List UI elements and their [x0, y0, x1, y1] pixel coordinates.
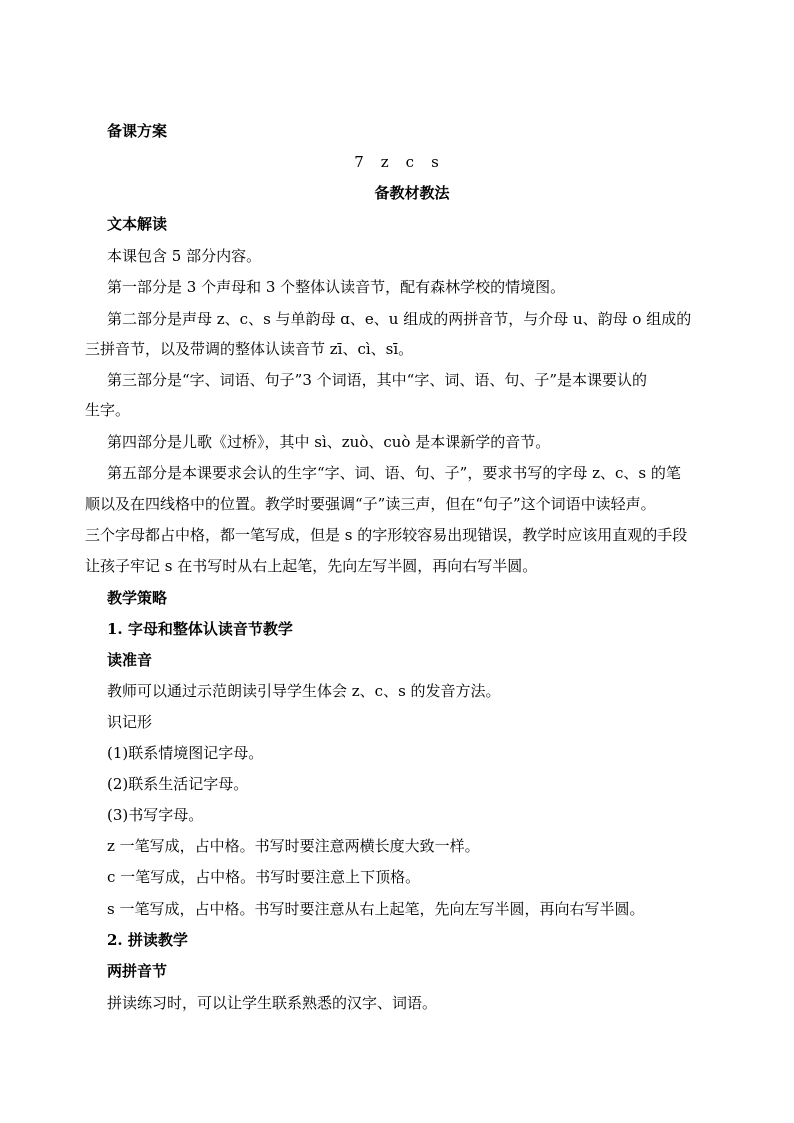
list-item: (1)联系情境图记字母。 [107, 744, 264, 762]
paragraph: 本课包含 5 部分内容。 [107, 247, 262, 265]
document-header-label: 备课方案 [107, 122, 168, 140]
list-item: (3)书写字母。 [107, 806, 204, 824]
paragraph-continuation: 三拼音节，以及带调的整体认读音节 zī、cì、sī。 [85, 340, 414, 358]
paragraph-continuation: 让孩子牢记 s 在书写时从右上起笔，先向左写半圆，再向右写半圆。 [85, 557, 538, 575]
lesson-title: 7 z c s [354, 153, 440, 171]
paragraph: 第二部分是声母 z、c、s 与单韵母 ɑ、e、u 组成的两拼音节，与介母 u、韵母 o 组成的 [107, 310, 692, 328]
paragraph-continuation: 三个字母都占中格，都一笔写成，但是 s 的字形较容易出现错误，教学时应该用直观的手段 [85, 526, 688, 544]
paragraph: 拼读练习时，可以让学生联系熟悉的汉字、词语。 [107, 994, 438, 1012]
paragraph: s 一笔写成，占中格。书写时要注意从右上起笔，先向左写半圆，再向右写半圆。 [107, 900, 645, 918]
section-heading-text-reading: 文本解读 [107, 215, 168, 233]
paragraph: c 一笔写成，占中格。书写时要注意上下顶格。 [107, 868, 421, 886]
paragraph: z 一笔写成，占中格。书写时要注意两横长度大致一样。 [107, 837, 480, 855]
paragraph: 教师可以通过示范朗读引导学生体会 z、c、s 的发音方法。 [107, 682, 501, 700]
subheading-pinyin: 2. 拼读教学 [107, 931, 188, 949]
paragraph: 第一部分是 3 个声母和 3 个整体认读音节，配有森林学校的情境图。 [107, 278, 566, 296]
subheading-two-part: 两拼音节 [107, 962, 168, 980]
section-heading-strategy: 教学策略 [107, 589, 168, 607]
paragraph-continuation: 顺以及在四线格中的位置。教学时要强调“子”读三声，但在“句子”这个词语中读轻声。 [85, 495, 656, 513]
paragraph-continuation: 生字。 [85, 401, 131, 419]
subheading-letters: 1. 字母和整体认读音节教学 [107, 620, 293, 638]
subheading-shape: 识记形 [107, 713, 153, 731]
paragraph: 第四部分是儿歌《过桥》，其中 sì、zuò、cuò 是本课新学的音节。 [107, 433, 551, 451]
list-item: (2)联系生活记字母。 [107, 775, 249, 793]
paragraph: 第三部分是“字、词语、句子”3 个词语，其中“字、词、语、句、子”是本课要认的 [107, 371, 647, 389]
lesson-subtitle: 备教材教法 [374, 184, 450, 202]
subheading-read: 读准音 [107, 651, 153, 669]
paragraph: 第五部分是本课要求会认的生字“字、词、语、句、子”，要求书写的字母 z、c、s 的笔 [107, 464, 681, 482]
